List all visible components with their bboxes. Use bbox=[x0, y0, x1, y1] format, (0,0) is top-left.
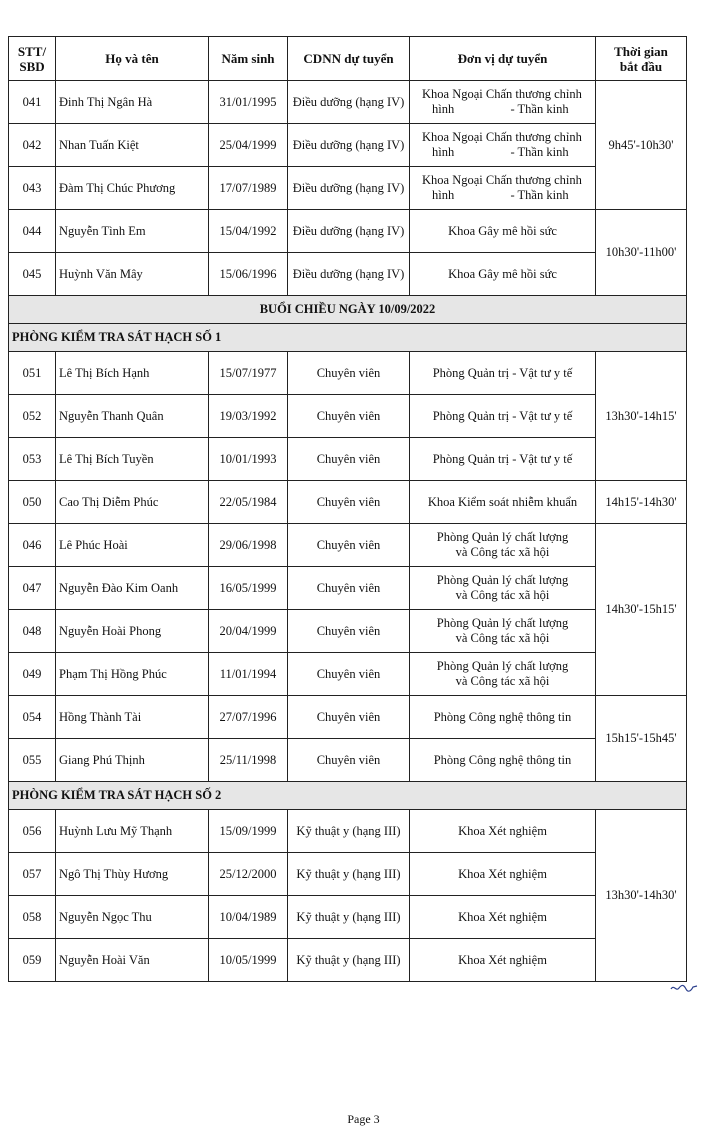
table-row bbox=[9, 653, 687, 696]
table-row bbox=[9, 124, 687, 167]
cell-dob: 31/01/1995 bbox=[209, 81, 288, 124]
cell-name: Nguyễn Hoài Văn bbox=[56, 939, 209, 982]
cell-name: Giang Phú Thịnh bbox=[56, 739, 209, 782]
cell-position: Chuyên viên bbox=[288, 696, 410, 739]
cell-time: 9h45'-10h30' bbox=[596, 81, 687, 210]
table-row bbox=[9, 739, 687, 782]
table-row bbox=[9, 610, 687, 653]
cell-name: Phạm Thị Hồng Phúc bbox=[56, 653, 209, 696]
cell-time: 13h30'-14h15' bbox=[596, 352, 687, 481]
cell-dob: 15/06/1996 bbox=[209, 253, 288, 296]
cell-position: Kỹ thuật y (hạng III) bbox=[288, 939, 410, 982]
cell-unit: Phòng Công nghệ thông tin bbox=[410, 739, 596, 782]
cell-name: Nguyễn Hoài Phong bbox=[56, 610, 209, 653]
cell-position: Chuyên viên bbox=[288, 352, 410, 395]
cell-name: Hồng Thành Tài bbox=[56, 696, 209, 739]
cell-dob: 27/07/1996 bbox=[209, 696, 288, 739]
table-row bbox=[9, 696, 687, 739]
cell-name: Đàm Thị Chúc Phương bbox=[56, 167, 209, 210]
cell-id: 050 bbox=[9, 481, 56, 524]
cell-position: Chuyên viên bbox=[288, 481, 410, 524]
cell-position: Điều dưỡng (hạng IV) bbox=[288, 124, 410, 167]
col-header-position: CDNN dự tuyển bbox=[288, 37, 410, 81]
cell-dob: 15/07/1977 bbox=[209, 352, 288, 395]
table-row bbox=[9, 810, 687, 853]
cell-position: Kỹ thuật y (hạng III) bbox=[288, 896, 410, 939]
cell-position: Chuyên viên bbox=[288, 524, 410, 567]
cell-position: Chuyên viên bbox=[288, 438, 410, 481]
cell-id: 053 bbox=[9, 438, 56, 481]
cell-unit: Khoa Xét nghiệm bbox=[410, 896, 596, 939]
table-row bbox=[9, 438, 687, 481]
cell-position: Điều dưỡng (hạng IV) bbox=[288, 253, 410, 296]
cell-unit: Phòng Quản trị - Vật tư y tế bbox=[410, 395, 596, 438]
col-header-name: Họ và tên bbox=[56, 37, 209, 81]
cell-time: 13h30'-14h30' bbox=[596, 810, 687, 982]
cell-dob: 29/06/1998 bbox=[209, 524, 288, 567]
cell-dob: 10/05/1999 bbox=[209, 939, 288, 982]
cell-name: Lê Thị Bích Tuyền bbox=[56, 438, 209, 481]
signature-mark bbox=[670, 980, 698, 994]
cell-unit: Khoa Ngoại Chấn thương chỉnh hình - Thần kinh bbox=[410, 124, 596, 167]
cell-unit: Khoa Ngoại Chấn thương chỉnh hình - Thần kinh bbox=[410, 81, 596, 124]
cell-dob: 17/07/1989 bbox=[209, 167, 288, 210]
cell-unit: Phòng Quản trị - Vật tư y tế bbox=[410, 352, 596, 395]
table-row bbox=[9, 253, 687, 296]
cell-dob: 15/09/1999 bbox=[209, 810, 288, 853]
col-header-stt: STT/ SBD bbox=[9, 37, 56, 81]
cell-name: Nguyễn Ngọc Thu bbox=[56, 896, 209, 939]
cell-position: Kỹ thuật y (hạng III) bbox=[288, 853, 410, 896]
cell-id: 042 bbox=[9, 124, 56, 167]
cell-unit: Phòng Quản lý chất lượng và Công tác xã hội bbox=[410, 567, 596, 610]
table-row bbox=[9, 567, 687, 610]
cell-dob: 15/04/1992 bbox=[209, 210, 288, 253]
cell-dob: 25/12/2000 bbox=[209, 853, 288, 896]
cell-unit: Khoa Xét nghiệm bbox=[410, 939, 596, 982]
cell-name: Nguyễn Đào Kim Oanh bbox=[56, 567, 209, 610]
cell-id: 058 bbox=[9, 896, 56, 939]
cell-name: Lê Thị Bích Hạnh bbox=[56, 352, 209, 395]
cell-name: Huỳnh Lưu Mỹ Thạnh bbox=[56, 810, 209, 853]
cell-dob: 25/04/1999 bbox=[209, 124, 288, 167]
cell-id: 043 bbox=[9, 167, 56, 210]
cell-dob: 10/04/1989 bbox=[209, 896, 288, 939]
cell-id: 054 bbox=[9, 696, 56, 739]
cell-time: 14h30'-15h15' bbox=[596, 524, 687, 696]
table-header-row bbox=[9, 37, 687, 81]
room-1-title: PHÒNG KIỂM TRA SÁT HẠCH SỐ 1 bbox=[9, 324, 687, 352]
cell-id: 041 bbox=[9, 81, 56, 124]
exam-schedule-table bbox=[8, 36, 687, 982]
cell-name: Ngô Thị Thùy Hương bbox=[56, 853, 209, 896]
cell-name: Nguyễn Tình Em bbox=[56, 210, 209, 253]
room-row bbox=[9, 782, 687, 810]
cell-position: Chuyên viên bbox=[288, 739, 410, 782]
cell-time: 10h30'-11h00' bbox=[596, 210, 687, 296]
cell-name: Nguyễn Thanh Quân bbox=[56, 395, 209, 438]
cell-position: Điều dưỡng (hạng IV) bbox=[288, 210, 410, 253]
cell-unit: Phòng Công nghệ thông tin bbox=[410, 696, 596, 739]
cell-id: 055 bbox=[9, 739, 56, 782]
table-row bbox=[9, 853, 687, 896]
cell-dob: 10/01/1993 bbox=[209, 438, 288, 481]
cell-dob: 16/05/1999 bbox=[209, 567, 288, 610]
cell-unit: Khoa Kiểm soát nhiễm khuẩn bbox=[410, 481, 596, 524]
schedule-sheet bbox=[8, 36, 687, 982]
cell-unit: Khoa Xét nghiệm bbox=[410, 853, 596, 896]
cell-id: 048 bbox=[9, 610, 56, 653]
cell-id: 052 bbox=[9, 395, 56, 438]
cell-name: Đinh Thị Ngân Hà bbox=[56, 81, 209, 124]
cell-dob: 22/05/1984 bbox=[209, 481, 288, 524]
cell-unit: Phòng Quản lý chất lượng và Công tác xã hội bbox=[410, 524, 596, 567]
table-body bbox=[9, 37, 687, 982]
cell-position: Kỹ thuật y (hạng III) bbox=[288, 810, 410, 853]
room-row bbox=[9, 324, 687, 352]
cell-position: Chuyên viên bbox=[288, 610, 410, 653]
session-row bbox=[9, 296, 687, 324]
col-header-dob: Năm sinh bbox=[209, 37, 288, 81]
table-row bbox=[9, 896, 687, 939]
cell-position: Chuyên viên bbox=[288, 395, 410, 438]
table-row bbox=[9, 481, 687, 524]
cell-unit: Phòng Quản lý chất lượng và Công tác xã hội bbox=[410, 610, 596, 653]
room-2-title: PHÒNG KIỂM TRA SÁT HẠCH SỐ 2 bbox=[9, 782, 687, 810]
cell-unit: Khoa Ngoại Chấn thương chỉnh hình - Thần kinh bbox=[410, 167, 596, 210]
cell-name: Nhan Tuấn Kiệt bbox=[56, 124, 209, 167]
cell-unit: Khoa Xét nghiệm bbox=[410, 810, 596, 853]
table-row bbox=[9, 524, 687, 567]
table-row bbox=[9, 939, 687, 982]
cell-id: 044 bbox=[9, 210, 56, 253]
cell-dob: 19/03/1992 bbox=[209, 395, 288, 438]
cell-id: 057 bbox=[9, 853, 56, 896]
cell-position: Điều dưỡng (hạng IV) bbox=[288, 81, 410, 124]
cell-position: Chuyên viên bbox=[288, 653, 410, 696]
cell-id: 047 bbox=[9, 567, 56, 610]
cell-id: 056 bbox=[9, 810, 56, 853]
page-footer: Page 3 bbox=[347, 1112, 380, 1126]
cell-id: 046 bbox=[9, 524, 56, 567]
table-row bbox=[9, 81, 687, 124]
cell-id: 049 bbox=[9, 653, 56, 696]
cell-id: 051 bbox=[9, 352, 56, 395]
cell-position: Điều dưỡng (hạng IV) bbox=[288, 167, 410, 210]
table-row bbox=[9, 352, 687, 395]
session-title: BUỔI CHIỀU NGÀY 10/09/2022 bbox=[9, 296, 687, 324]
cell-time: 14h15'-14h30' bbox=[596, 481, 687, 524]
cell-name: Huỳnh Văn Mây bbox=[56, 253, 209, 296]
cell-name: Lê Phúc Hoài bbox=[56, 524, 209, 567]
col-header-time: Thời gian bắt đầu bbox=[596, 37, 687, 81]
cell-id: 045 bbox=[9, 253, 56, 296]
cell-unit: Khoa Gây mê hồi sức bbox=[410, 253, 596, 296]
cell-time: 15h15'-15h45' bbox=[596, 696, 687, 782]
cell-dob: 11/01/1994 bbox=[209, 653, 288, 696]
cell-dob: 20/04/1999 bbox=[209, 610, 288, 653]
table-row bbox=[9, 395, 687, 438]
cell-unit: Phòng Quản lý chất lượng và Công tác xã hội bbox=[410, 653, 596, 696]
cell-id: 059 bbox=[9, 939, 56, 982]
table-row bbox=[9, 167, 687, 210]
cell-name: Cao Thị Diễm Phúc bbox=[56, 481, 209, 524]
cell-position: Chuyên viên bbox=[288, 567, 410, 610]
col-header-unit: Đơn vị dự tuyển bbox=[410, 37, 596, 81]
cell-dob: 25/11/1998 bbox=[209, 739, 288, 782]
cell-unit: Phòng Quản trị - Vật tư y tế bbox=[410, 438, 596, 481]
table-row bbox=[9, 210, 687, 253]
cell-unit: Khoa Gây mê hồi sức bbox=[410, 210, 596, 253]
